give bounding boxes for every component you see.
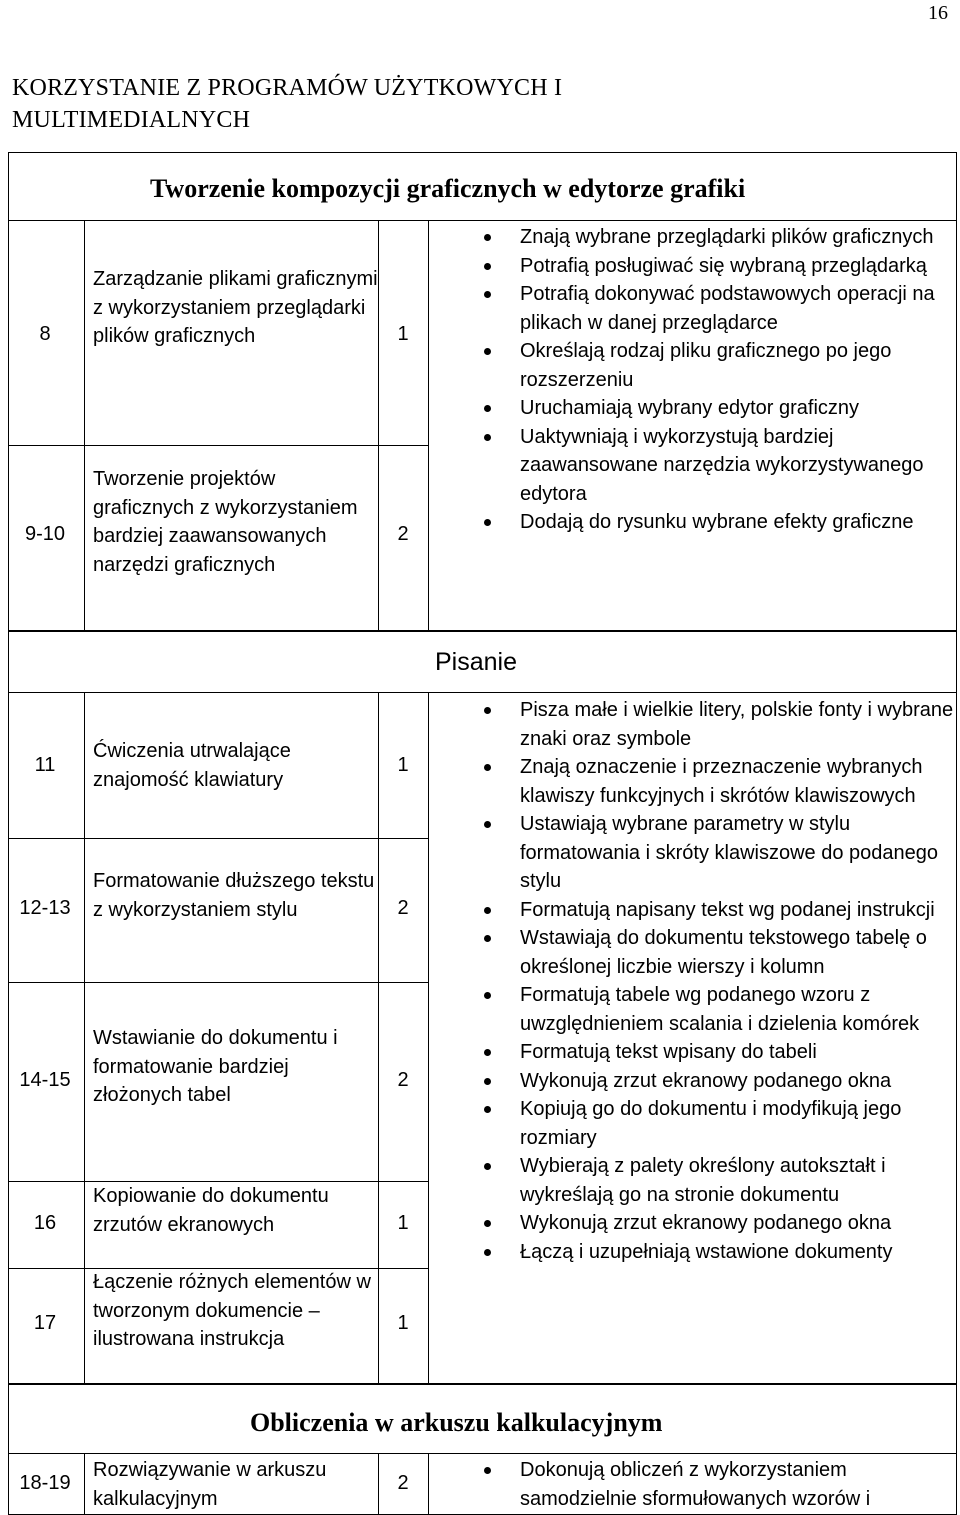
- skills-list: [484, 223, 954, 537]
- bullet-icon: [484, 992, 491, 999]
- column-divider: [378, 220, 379, 631]
- lesson-number: 17: [33, 1312, 57, 1334]
- skill-text: Potrafią posługiwać się wybraną przeglądarką: [520, 254, 927, 277]
- skill-text: Kopiują go do dokumentu i modyfikują jego rozmiary: [520, 1098, 902, 1149]
- skill-text: Wykonują zrzut ekranowy podanego okna: [520, 1069, 892, 1092]
- skill-item: [484, 1456, 954, 1513]
- skill-text: Uaktywniają i wykorzystują bardziej zaawansowane narzędzia wykorzystywanego edytora: [520, 425, 924, 505]
- lesson-number: 14-15: [19, 1069, 71, 1091]
- skills-list: [484, 1456, 954, 1513]
- bullet-icon: [484, 907, 491, 914]
- skill-text: Formatują tabele wg podanego wzoru z uwzględnieniem scalania i dzielenia komórek: [520, 984, 920, 1035]
- header-divider: [8, 1453, 957, 1454]
- skill-item: [484, 280, 954, 337]
- skill-text: Znają oznaczenie i przeznaczenie wybranych klawiszy funkcyjnych i skrótów klawiszowych: [520, 756, 923, 807]
- bullet-icon: [484, 1049, 491, 1056]
- lesson-hours: 1: [397, 1312, 409, 1334]
- lesson-number: 11: [34, 754, 56, 776]
- lesson-topic: Ćwiczenia utrwalające znajomość klawiatury: [93, 740, 291, 791]
- column-divider: [428, 692, 429, 1384]
- skills-list: [484, 696, 954, 1266]
- skill-item: [484, 1038, 954, 1067]
- skill-text: Znają wybrane przeglądarki plików graficznych: [520, 226, 934, 248]
- lesson-topic: Łączenie różnych elementów w tworzonym dokumencie – ilustrowana instrukcja: [93, 1271, 371, 1350]
- lesson-hours: 1: [397, 754, 409, 776]
- skill-item: [484, 896, 954, 925]
- skill-item: [484, 1067, 954, 1096]
- skill-item: [484, 981, 954, 1038]
- lesson-topic: Formatowanie dłuższego tekstu z wykorzystaniem stylu: [93, 870, 375, 921]
- skill-item: [484, 753, 954, 810]
- document-title: KORZYSTANIE Z PROGRAMÓW UŻYTKOWYCH I MULTIMEDIALNYCH: [12, 75, 563, 133]
- lesson-topic: Wstawianie do dokumentu i formatowanie bardziej złożonych tabel: [93, 1027, 338, 1106]
- bullet-icon: [484, 821, 491, 828]
- skill-text: Określają rodzaj pliku graficznego po jego rozszerzeniu: [520, 340, 892, 391]
- bullet-icon: [484, 263, 491, 270]
- lesson-number: 18-19: [19, 1472, 71, 1494]
- column-divider: [84, 220, 85, 631]
- skill-text: Łączą i uzupełniają wstawione dokumenty: [520, 1240, 893, 1263]
- skill-item: [484, 394, 954, 423]
- column-divider: [378, 692, 379, 1384]
- bullet-icon: [484, 519, 491, 526]
- skill-item: [484, 810, 954, 896]
- lesson-topic: Zarządzanie plikami graficznymi z wykorzystaniem przeglądarki plików graficznych: [93, 268, 378, 347]
- lesson-hours: 1: [397, 1212, 409, 1234]
- bullet-icon: [484, 1467, 491, 1474]
- bullet-icon: [484, 764, 491, 771]
- bullet-icon: [484, 434, 491, 441]
- lesson-hours: 2: [397, 897, 409, 919]
- skill-text: Potrafią dokonywać podstawowych operacji na plikach w danej przeglądarce: [520, 283, 935, 334]
- skill-item: [484, 1152, 954, 1209]
- row-divider: [8, 838, 428, 839]
- lesson-hours: 1: [397, 323, 409, 345]
- lesson-number: 16: [33, 1212, 57, 1234]
- skill-item: [484, 1095, 954, 1152]
- row-divider: [8, 982, 428, 983]
- lesson-number: 9-10: [24, 523, 66, 545]
- skill-item: [484, 252, 954, 281]
- bullet-icon: [484, 405, 491, 412]
- section-title: Pisanie: [435, 648, 517, 676]
- bullet-icon: [484, 935, 491, 942]
- skill-text: Wybierają z palety określony autokształt i wykreślają go na stronie dokumentu: [520, 1155, 886, 1206]
- bullet-icon: [484, 1106, 491, 1113]
- bullet-icon: [484, 348, 491, 355]
- row-divider: [8, 445, 428, 446]
- skill-text: Dokonują obliczeń z wykorzystaniem samodzielnie sformułowanych wzorów i: [520, 1459, 871, 1510]
- skill-text: Formatują napisany tekst wg podanej instrukcji: [520, 898, 935, 921]
- skill-item: [484, 508, 954, 537]
- skill-item: [484, 223, 954, 252]
- skill-text: Wstawiają do dokumentu tekstowego tabelę o określonej liczbie wierszy i kolumn: [520, 927, 927, 978]
- skill-item: [484, 1238, 954, 1267]
- skill-item: [484, 423, 954, 509]
- skill-item: [484, 696, 954, 753]
- skill-item: [484, 924, 954, 981]
- skill-text: Formatują tekst wpisany do tabeli: [520, 1041, 817, 1063]
- column-divider: [378, 1453, 379, 1515]
- column-divider: [428, 220, 429, 631]
- lesson-topic: Tworzenie projektów graficznych z wykorzystaniem bardziej zaawansowanych narzędzi graficznych: [93, 468, 358, 576]
- bullet-icon: [484, 1249, 491, 1256]
- skill-text: Uruchamiają wybrany edytor graficzny: [520, 397, 860, 419]
- column-divider: [84, 1453, 85, 1515]
- bullet-icon: [484, 1078, 491, 1085]
- skill-item: [484, 1209, 954, 1238]
- header-divider: [8, 692, 957, 693]
- lesson-topic: Kopiowanie do dokumentu zrzutów ekranowych: [93, 1185, 329, 1236]
- skill-text: Ustawiają wybrane parametry w stylu formatowania i skróty klawiszowe do podanego stylu: [520, 813, 938, 892]
- section-title: Tworzenie kompozycji graficznych w edytorze grafiki: [150, 174, 746, 203]
- bullet-icon: [484, 291, 491, 298]
- lesson-number: 12-13: [19, 897, 71, 919]
- lesson-hours: 2: [397, 1069, 409, 1091]
- skill-text: Dodają do rysunku wybrane efekty graficzne: [520, 511, 914, 533]
- bullet-icon: [484, 1163, 491, 1170]
- skill-item: [484, 337, 954, 394]
- section-title: Obliczenia w arkuszu kalkulacyjnym: [250, 1408, 663, 1437]
- lesson-hours: 2: [397, 523, 409, 545]
- column-divider: [428, 1453, 429, 1515]
- lesson-topic: Rozwiązywanie w arkuszu kalkulacyjnym: [93, 1459, 327, 1510]
- lesson-number: 8: [39, 323, 51, 345]
- bullet-icon: [484, 1220, 491, 1227]
- page-number: 16: [928, 2, 948, 24]
- skill-text: Wykonują zrzut ekranowy podanego okna: [520, 1212, 892, 1234]
- skill-text: Pisza małe i wielkie litery, polskie fonty i wybrane znaki oraz symbole: [520, 699, 954, 750]
- bullet-icon: [484, 707, 491, 714]
- header-divider: [8, 220, 957, 221]
- column-divider: [84, 692, 85, 1384]
- lesson-hours: 2: [397, 1472, 409, 1494]
- bullet-icon: [484, 234, 491, 241]
